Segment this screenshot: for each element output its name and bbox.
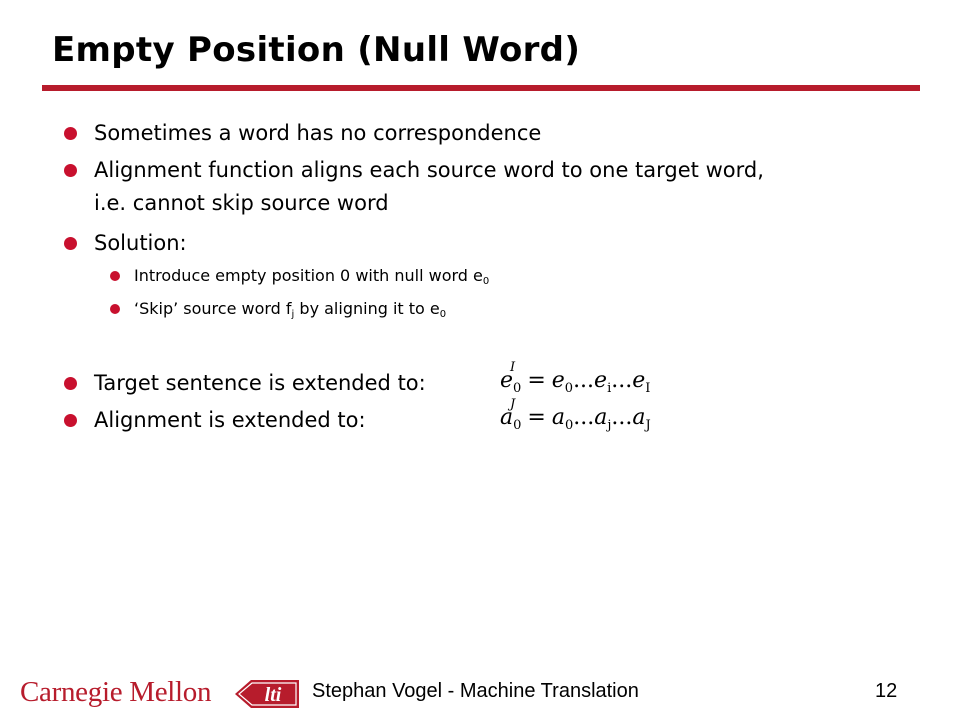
slide-title: Empty Position (Null Word): [52, 30, 581, 70]
bullet-text: Sometimes a word has no correspondence: [94, 121, 542, 145]
lti-logo-icon: [233, 674, 301, 714]
bullet-dot: [64, 164, 77, 177]
footer-presenter: Stephan Vogel - Machine Translation: [312, 680, 639, 702]
bullet-text: Alignment is extended to:: [94, 408, 366, 432]
alignment-formula: $a_0$ J = $a_0...a_j...a_J$: [500, 397, 651, 433]
bullet-dot: [64, 377, 77, 390]
sub-bullet-text: ‘Skip’ source word $f_j$ by aligning it to $e_0$: [134, 299, 447, 320]
page-number: 12: [875, 680, 898, 702]
bullet-text: Solution:: [94, 231, 187, 255]
bullet-text: Target sentence is extended to:: [94, 371, 426, 395]
bullet-text: Alignment function aligns each source word to one target word,: [94, 158, 764, 182]
title-divider: [42, 85, 920, 91]
bullet-dot: [64, 414, 77, 427]
sub-bullet-text: Introduce empty position 0 with null word $e_0$: [134, 266, 490, 287]
bullet-dot: [64, 127, 77, 140]
lti-logo-text: lti: [264, 684, 282, 706]
bullet-text-continued: i.e. cannot skip source word: [94, 191, 389, 215]
target-sentence-formula: $e_0$ I = $e_0...e_i...e_I$: [500, 360, 651, 396]
carnegie-mellon-logo: Carnegie Mellon: [20, 676, 212, 708]
sub-bullet-dot: [110, 271, 120, 281]
bullet-dot: [64, 237, 77, 250]
sub-bullet-dot: [110, 304, 120, 314]
